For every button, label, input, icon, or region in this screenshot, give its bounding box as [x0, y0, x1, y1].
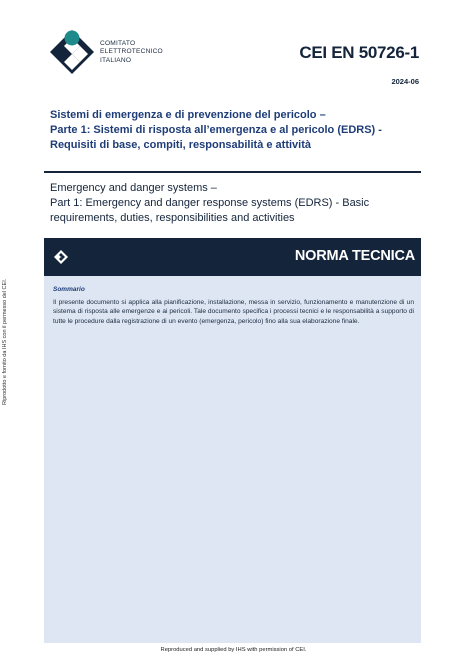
english-title-line: requirements, duties, responsibilities and activities — [50, 212, 295, 225]
org-line: COMITATO — [100, 40, 136, 47]
italian-title-line: Requisiti di base, compiti, responsabilità e attività — [50, 139, 312, 152]
summary-heading: Sommario — [53, 286, 85, 293]
italian-title-line: Sistemi di emergenza e di prevenzione del pericolo – — [50, 109, 326, 121]
standard-code: CEI EN 50726-1 — [299, 43, 419, 62]
cei-logo — [50, 28, 100, 74]
organization-name — [100, 40, 163, 65]
english-title — [50, 181, 420, 227]
side-permission-note: Riprodotto e fornito da IHS con il permesso del CEI. — [2, 278, 8, 405]
org-line: ITALIANO — [100, 56, 132, 64]
org-line: ELETTROTECNICO — [100, 48, 163, 56]
banner-label: NORMA TECNICA — [294, 248, 415, 264]
norma-tecnica-banner — [44, 238, 421, 276]
summary-box — [44, 276, 421, 643]
divider — [44, 171, 421, 173]
footer-note: Reproduced and supplied by IHS with permission of CEI. — [160, 647, 307, 653]
cei-diamond-icon — [54, 250, 68, 264]
english-title-line: Emergency and danger systems – — [50, 182, 217, 194]
italian-title-line: Parte 1: Sistemi di risposta all’emergenza e al pericolo (EDRS) - — [50, 124, 382, 137]
italian-title — [50, 108, 420, 154]
summary-body: Il presente documento si applica alla pianificazione, installazione, messa in servizio, funzionamento e manutenzione di un sistema di risposta alle emergenze e ai pericoli. Tale documento specifica i processi tecnici e le responsabilità a supporto di tutte le procedure dalla registrazione di un evento (emergenza, pericolo) fino alla sua elaborazione finale. — [53, 299, 414, 325]
publication-date: 2024-06 — [391, 77, 419, 86]
english-title-line: Part 1: Emergency and danger response systems (EDRS) - Basic — [50, 197, 370, 210]
